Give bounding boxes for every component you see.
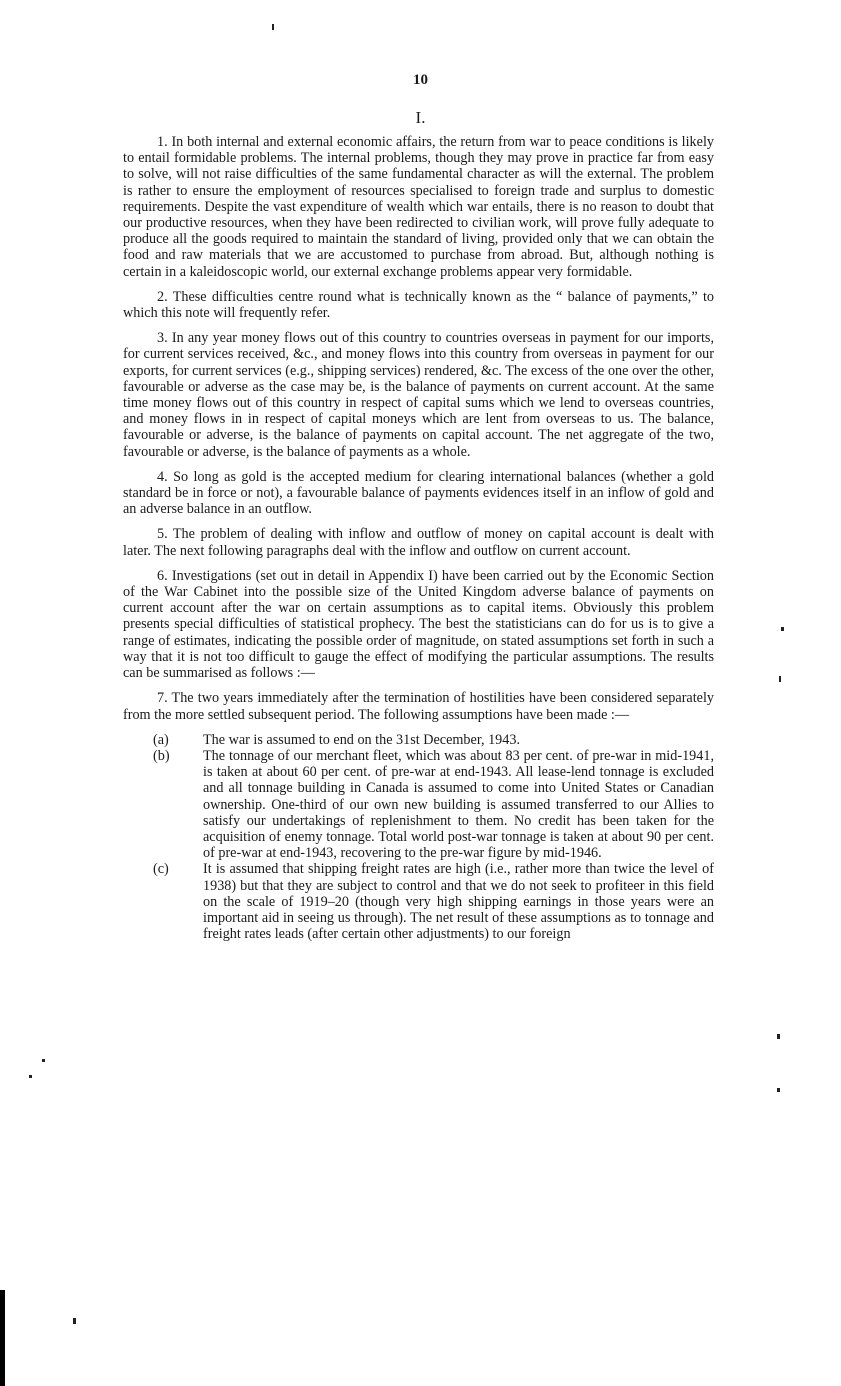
assumption-text: The war is assumed to end on the 31st December, 1943. bbox=[203, 731, 520, 748]
paragraph-7: 7. The two years immediately after the termination of hostilities have been considered separately from the more settled subsequent period. The following assumptions have been made :— bbox=[123, 690, 714, 723]
scan-speck bbox=[779, 676, 781, 682]
scan-speck bbox=[272, 24, 274, 30]
paragraph-3: 3. In any year money flows out of this country to countries overseas in payment for our imports, for current services received, &c., and money flows into this country from overseas in payment for our exports, for current services (e.g., shipping services) rendered, &c. The excess of the one over the other, favourable or adverse as the case may be, is the balance of payments on current account. At the same time money flows out of this country in respect of capital sums which we lend to overseas countries, and money flows in in respect of capital moneys which are lent from overseas to us. The balance, favourable or adverse, is the balance of payments on capital account. The net aggregate of the two, favourable or adverse, is the balance of payments as a whole. bbox=[123, 330, 714, 460]
paragraph-5: 5. The problem of dealing with inflow and outflow of money on capital account is dealt with later. The next following paragraphs deal with the inflow and outflow on current account. bbox=[123, 526, 714, 559]
paragraph-6: 6. Investigations (set out in detail in Appendix I) have been carried out by the Economic Section of the War Cabinet into the possible size of the United Kingdom adverse balance of payments on current account after the war on certain assumptions as to capital items. Obviously this problem presents special difficulties of statistical prophecy. The best the statisticians can do for us is to give a range of estimates, indicating the possible order of magnitude, on stated assumptions set forth in such a way that it is not too difficult to gauge the effect of modifying the particular assumptions. The results can be summarised as follows :— bbox=[123, 567, 714, 682]
assumption-item bbox=[153, 731, 714, 748]
assumption-marker: (b) bbox=[153, 747, 170, 764]
scan-speck bbox=[42, 1059, 45, 1062]
assumptions-list bbox=[123, 732, 714, 943]
section-heading: I. bbox=[415, 108, 426, 127]
paragraph-2: 2. These difficulties centre round what is technically known as the “ balance of payments,” to which this note will frequently refer. bbox=[123, 288, 714, 322]
assumption-text: It is assumed that shipping freight rates are high (i.e., rather more than twice the level of 1938) but that they are subject to control and that we do not seek to profiteer in this field on the scale of 1919–20 (though very high shipping earnings in those years were an important aid in seeing us through). The net result of these assumptions as to tonnage and freight rates leads (after certain other adjustments) to our foreign bbox=[203, 861, 714, 943]
assumption-marker: (a) bbox=[153, 731, 169, 748]
scan-speck bbox=[777, 1034, 780, 1039]
scan-edge-bar bbox=[0, 1290, 5, 1386]
assumption-marker: (c) bbox=[153, 861, 169, 878]
paragraph-4: 4. So long as gold is the accepted medium for clearing international balances (whether a gold standard be in force or not), a favourable balance of payments evidences itself in an inflow of gold and an adverse balance in an outflow. bbox=[123, 468, 714, 518]
assumption-text: The tonnage of our merchant fleet, which was about 83 per cent. of pre-war in mid-1941, is taken at about 60 per cent. of pre-war at end-1943. All lease-lend tonnage is excluded and all tonnage building in Canada is assumed to come into United States or Canadian ownership. One-third of our own new building is assumed transferred to our Allies to satisfy our undertakings of replenishment to them. No credit has been taken for the acquisition of enemy tonnage. Total world post-war tonnage is taken at about 90 per cent. of pre-war at end-1943, recovering to the pre-war figure by mid-1946. bbox=[203, 747, 714, 862]
assumption-item bbox=[153, 747, 714, 862]
scan-speck bbox=[781, 627, 784, 631]
document-body bbox=[123, 134, 714, 942]
scan-speck bbox=[777, 1088, 780, 1092]
paragraph-1: 1. In both internal and external economic affairs, the return from war to peace conditions is likely to entail formidable problems. The internal problems, though they may prove in practice far from easy to solve, will not raise difficulties of the same fundamental character as will the external. The problem is rather to ensure the employment of resources specialised to foreign trade and surplus to domestic requirements. Despite the vast expenditure of wealth which war entails, there is no reason to doubt that our productive resources, when they have been redirected to civilian work, will prove fully adequate to produce all the goods required to maintain the standard of living, provided only that we can obtain the food and raw materials that we are accustomed to purchase from abroad. But, although nothing is certain in a kaleidoscopic world, our external exchange problems appear very formidable. bbox=[123, 134, 714, 280]
scan-speck bbox=[29, 1075, 32, 1078]
scan-speck bbox=[73, 1318, 76, 1324]
page-number: 10 bbox=[413, 72, 428, 88]
assumption-item bbox=[153, 861, 714, 943]
